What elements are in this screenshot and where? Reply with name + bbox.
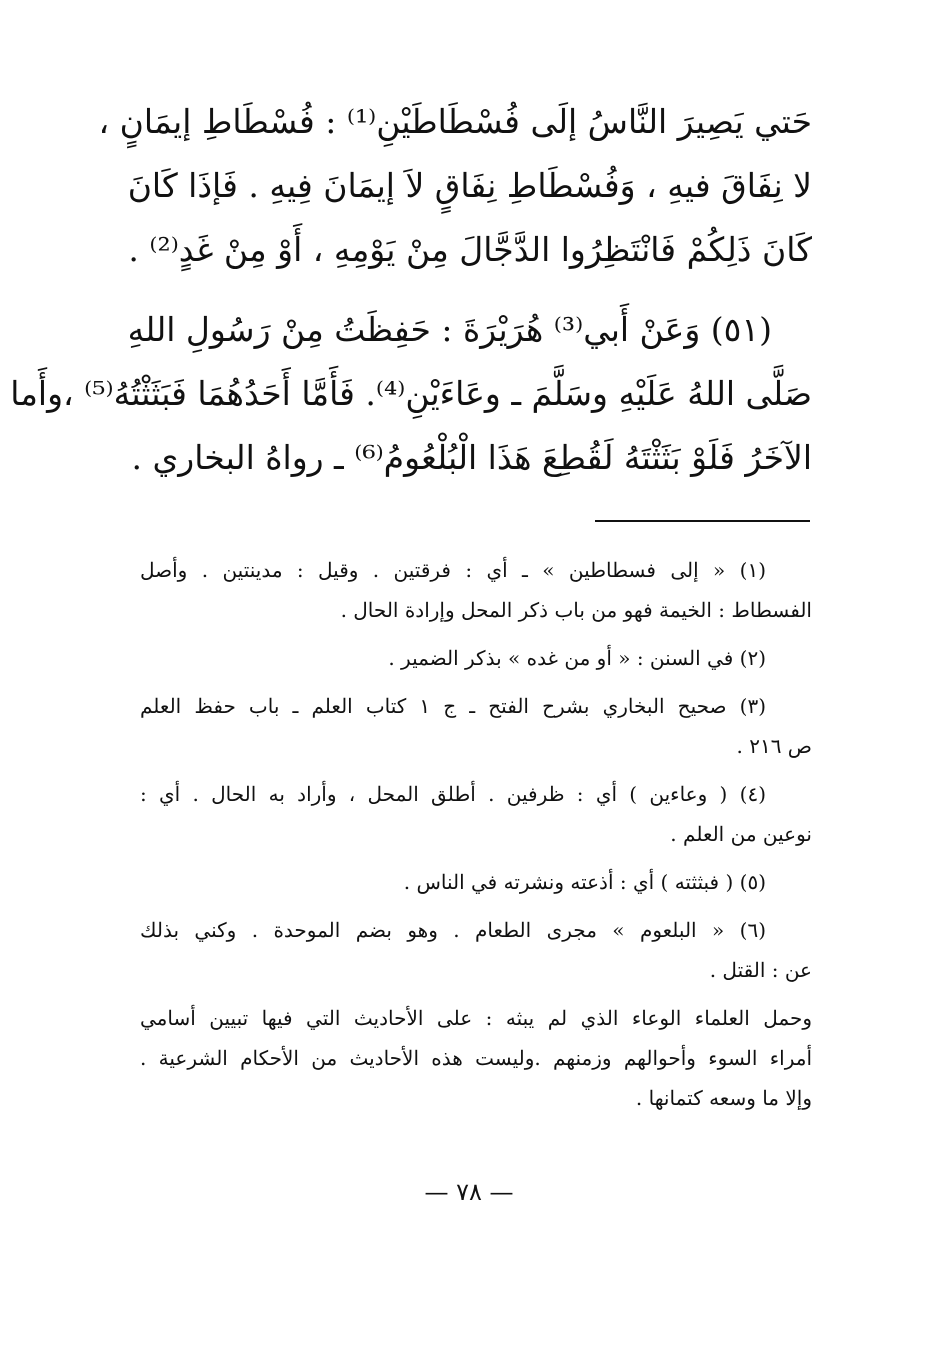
footnote-5 <box>140 862 812 902</box>
footnotes <box>140 550 812 1126</box>
hadith-paragraph-51 <box>10 298 812 490</box>
footnote-line: (٢) في السنن : « أو من غده » بذكر الضمير . <box>388 646 766 670</box>
text-line: (٥١) وَعَنْ أَبي⁽³⁾ هُرَيْرَةَ : حَفِظَتُ مِنْ رَسُولِ اللهِ <box>127 310 772 349</box>
commentary-line: أمراء السوء وأحوالهم وزمنهم .وليست هذه الأحاديث من الأحكام الشرعية . <box>140 1046 812 1070</box>
footnote-6 <box>140 910 812 990</box>
footnote-2 <box>140 638 812 678</box>
footnote-3 <box>140 686 812 766</box>
text-line: الآخَرُ فَلَوْ بَثَثْتَهُ لَقُطِعَ هَذَا الْبُلْعُومُ⁽⁶⁾ ـ رواهُ البخاري . <box>131 438 812 477</box>
commentary-line: وإلا ما وسعه كتمانها . <box>635 1086 812 1110</box>
footnote-line: الفسطاط : الخيمة فهو من باب ذكر المحل وإرادة الحال . <box>340 598 812 622</box>
text-line: صَلَّى اللهُ عَلَيْهِ وسَلَّمَ ـ وعَاءَيْنِ⁽⁴⁾. فَأَمَّا أَحَدُهُمَا فَبَثَثْتُهُ⁽⁵⁾ ،وأَما <box>10 374 812 413</box>
footnote-line: نوعين من العلم . <box>670 822 812 846</box>
footnote-line: عن : القتل . <box>709 958 812 982</box>
text-line: حَتي يَصِيرَ النَّاسُ إلَى فُسْطَاطَيْنِ⁽¹⁾ : فُسْطَاطِ إيمَانٍ ، <box>98 102 812 141</box>
footnote-line: (٤) ( وعاءين ) أي : ظرفين . أطلق المحل ، وأراد به الحال . أي : <box>140 782 766 806</box>
commentary-note <box>140 998 812 1118</box>
footnote-line: (٦) « البلعوم » مجرى الطعام . وهو بضم الموحدة . وكني بذلك <box>140 918 766 942</box>
main-text <box>10 90 812 490</box>
commentary-line: وحمل العلماء الوعاء الذي لم يبثه : على الأحاديث التي فيها تبيين أسامي <box>140 1006 812 1030</box>
hadith-paragraph-1 <box>98 90 812 282</box>
footnote-line: (١) « إلى فسطاطين » ـ أي : فرقتين . وقيل : مدينتين . وأصل <box>140 558 766 582</box>
footnote-line: (٥) ( فبثثته ) أي : أذعته ونشرته في الناس . <box>403 870 766 894</box>
footnote-divider <box>595 520 810 522</box>
text-line: لا نِفَاقَ فيهِ ، وَفُسْطَاطِ نِفَاقٍ لاَ إيمَانَ فِيهِ . فَإذَا كَانَ <box>127 166 812 205</box>
footnote-line: (٣) صحيح البخاري بشرح الفتح ـ ج ١ كتاب العلم ـ باب حفظ العلم <box>140 694 766 718</box>
footnote-1 <box>140 550 812 630</box>
page-number: — ٧٨ — <box>424 1178 514 1206</box>
footnote-4 <box>140 774 812 854</box>
footnote-line: ص ٢١٦ . <box>736 734 812 758</box>
text-line: كَانَ ذَلِكُمْ فَانْتَظِرُوا الدَّجَّالَ مِنْ يَوْمِهِ ، أَوْ مِنْ غَدٍ⁽²⁾ . <box>128 230 812 269</box>
